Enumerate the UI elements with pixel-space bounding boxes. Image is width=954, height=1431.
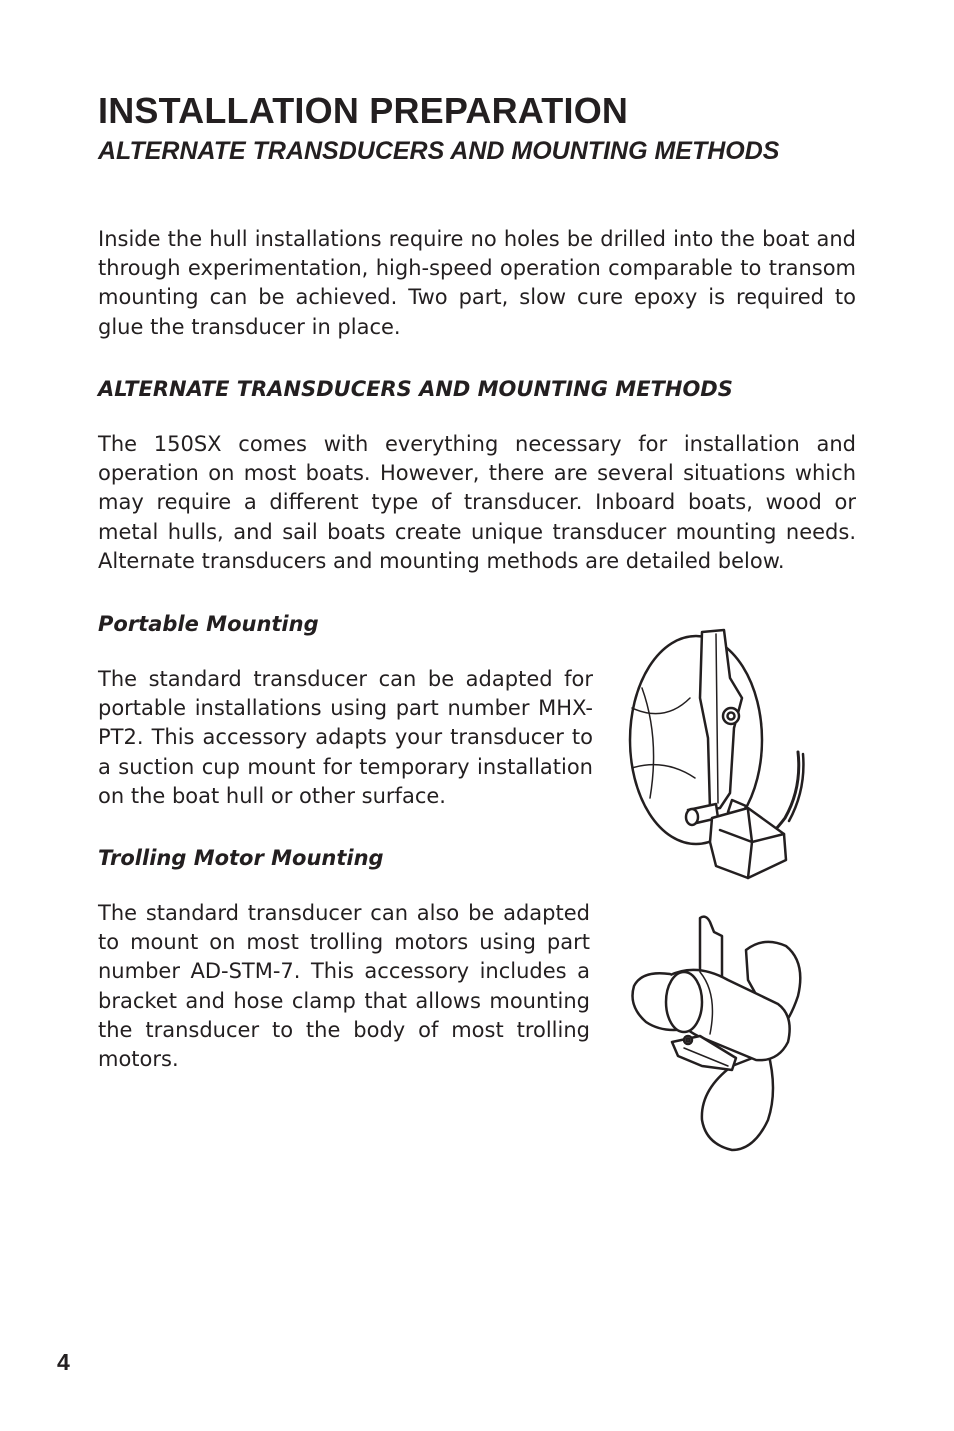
trolling-motor-heading: Trolling Motor Mounting [98, 846, 384, 870]
section-paragraph: The 150SX comes with everything necessary for installation and operation on most boats. However, there are several situations which may require a different type of transducer. Inboard boats, wood or metal hulls, and sail boats create unique transducer mounting needs. Alternate transducers and mounting methods are detailed below. [98, 432, 856, 573]
page-title: INSTALLATION PREPARATION [98, 90, 629, 131]
portable-mounting-paragraph: The standard transducer can be adapted for portable installations using part number MHX-PT2. This accessory adapts your transducer to a suction cup mount for temporary installation on the boat hull or other surface. [98, 667, 593, 808]
page-number: 4 [57, 1349, 70, 1375]
page-subtitle: ALTERNATE TRANSDUCERS AND MOUNTING METHODS [98, 137, 780, 165]
trolling-motor-mount-illustration [628, 910, 810, 1154]
intro-paragraph: Inside the hull installations require no holes be drilled into the boat and through experimentation, high-speed operation comparable to transom mounting can be achieved. Two part, slow cure epoxy is required to glue the transducer in place. [98, 227, 856, 339]
section-heading: ALTERNATE TRANSDUCERS AND MOUNTING METHODS [98, 377, 733, 401]
trolling-motor-paragraph: The standard transducer can also be adapted to mount on most trolling motors using part number AD-STM-7. This accessory includes a bracket and hose clamp that allows mounting the transducer to the body of most trolling motors. [98, 901, 590, 1072]
suction-cup-mount-illustration [620, 628, 820, 886]
portable-mounting-heading: Portable Mounting [98, 612, 319, 636]
